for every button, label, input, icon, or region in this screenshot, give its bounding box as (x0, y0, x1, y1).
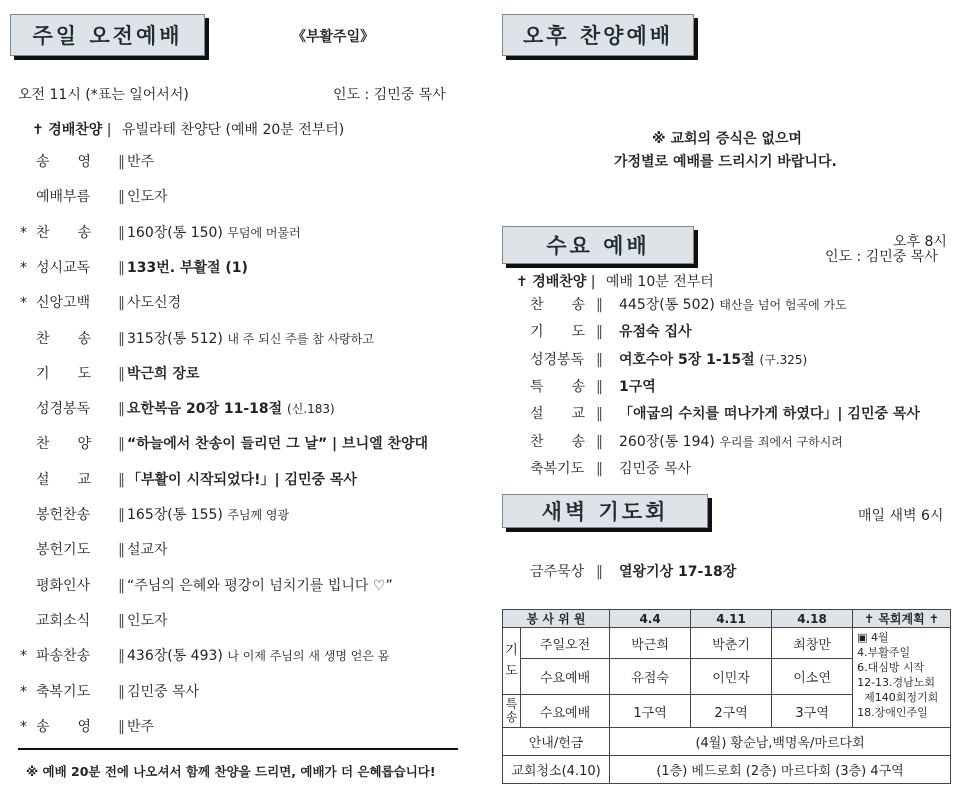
row-separator: ‖ (118, 436, 125, 453)
row-label: 찬 송 (530, 297, 586, 313)
service-row (20, 329, 470, 349)
service-row (20, 152, 470, 172)
row-label: 찬 송 (36, 330, 92, 347)
row-main-value: 165장(통 155) (127, 507, 223, 523)
service-row (20, 611, 470, 631)
table-cell: 박근희 (610, 628, 691, 659)
row-separator: ‖ (118, 612, 125, 629)
service-row (20, 364, 470, 384)
row-value (619, 459, 691, 479)
standing-marker: * (20, 718, 27, 735)
wed-worship-praise-label: 경배찬양 (532, 274, 587, 290)
plan-item: 4.부활주일 (857, 646, 911, 659)
standing-marker: * (20, 259, 27, 276)
plan-item: 6.대심방 시작 (857, 661, 925, 674)
row-label: 축복기도 (36, 683, 91, 700)
row-separator: ‖ (118, 330, 125, 347)
standing-marker: * (20, 683, 27, 700)
wednesday-row (530, 295, 950, 315)
row-label: 성시교독 (36, 259, 91, 276)
standing-marker: * (20, 295, 27, 312)
row-label: 설 교 (530, 406, 586, 423)
pastoral-plan-header: ✝ 목회계획 ✝ (853, 610, 951, 628)
service-row (20, 258, 470, 278)
row-separator: ‖ (596, 378, 603, 395)
dawn-prayer-header: 새벽 기도회 (502, 494, 708, 528)
row-separator: ‖ (118, 542, 125, 559)
row-main-value: 설교자 (127, 542, 168, 559)
row-separator: ‖ (118, 471, 125, 488)
row-value (619, 295, 847, 315)
table-cell: 3구역 (772, 695, 853, 728)
row-separator: ‖ (118, 683, 125, 700)
row-separator: ‖ (118, 648, 125, 665)
row-main-value: 1구역 (619, 378, 656, 395)
afternoon-service-header: 오후 찬양예배 (502, 14, 694, 56)
service-row (20, 187, 470, 207)
row-label: 특 송 (530, 378, 586, 395)
dawn-time: 매일 새벽 6시 (858, 508, 944, 524)
row-main-value: 김민중 목사 (619, 460, 692, 477)
row-label: 찬 양 (36, 436, 92, 453)
wed-worship-praise-value: 예배 10분 전부터 (605, 274, 714, 290)
dawn-meditation-row (530, 562, 830, 582)
plan-item: 18.장애인주일 (857, 706, 928, 719)
service-row (20, 399, 470, 419)
row-label: 예배부름 (36, 189, 91, 206)
row-value (127, 364, 200, 384)
row-separator: ‖ (118, 401, 125, 418)
service-committee-table (502, 609, 951, 784)
row-separator: ‖ (596, 433, 603, 450)
dawn-meditation-value: 열왕기상 17-18장 (619, 564, 737, 580)
pastoral-plan (853, 628, 951, 728)
row-main-value: 436장(통 493) (127, 648, 223, 665)
worship-praise-sep: | (106, 122, 112, 138)
row-main-value: 「부활이 시작되었다!」| 김민중 목사 (127, 471, 357, 488)
table-row-label: 주일오전 (521, 628, 610, 659)
special-song-group-label: 특 송 (503, 695, 521, 728)
row-note: 무덤에 머물러 (227, 225, 301, 240)
table-cell: 1구역 (610, 695, 691, 728)
row-note: 주님께 영광 (227, 508, 290, 522)
row-separator: ‖ (118, 154, 125, 170)
row-value (127, 187, 168, 207)
row-main-value: 133번. 부활절 (1) (127, 259, 248, 276)
row-main-value: 160장(통 150) (127, 224, 223, 241)
cross-icon: ✝ (32, 122, 44, 138)
row-main-value: 반주 (127, 154, 155, 170)
row-main-value: 김민중 목사 (127, 683, 200, 700)
service-row (20, 717, 470, 737)
wed-worship-praise-row (516, 271, 714, 291)
wednesday-time: 오후 8시 (893, 234, 947, 250)
row-value (127, 646, 389, 666)
worship-praise-label: 경배찬양 (48, 122, 103, 138)
row-value (619, 322, 692, 342)
date-header: 4.11 (691, 610, 772, 628)
row-value (127, 505, 289, 525)
wednesday-service-header: 수요 예배 (502, 226, 694, 264)
row-separator: ‖ (596, 406, 603, 423)
row-label: 축복기도 (530, 460, 585, 477)
row-value (619, 404, 920, 424)
table-cell: 2구역 (691, 695, 772, 728)
table-cell: 최창만 (772, 628, 853, 659)
row-value (127, 223, 301, 243)
row-value (127, 399, 335, 419)
date-header: 4.18 (772, 610, 853, 628)
service-subtitle: 《부활주일》 (292, 29, 375, 45)
service-row (20, 470, 470, 490)
footer-note: ※ 예배 20분 전에 나오셔서 함께 찬양을 드리면, 예배가 더 은혜롭습니다! (26, 764, 436, 779)
prayer-group-label: 기 도 (503, 628, 521, 695)
service-row (20, 576, 470, 596)
row-label: 성경봉독 (530, 351, 585, 368)
row-main-value: 315장(통 512) (127, 330, 223, 347)
table-cell: 박춘기 (691, 628, 772, 659)
row-value (127, 293, 181, 313)
row-separator: ‖ (596, 324, 603, 341)
service-row (20, 682, 470, 702)
wednesday-row (530, 432, 950, 452)
table-cell: 이소연 (772, 659, 853, 695)
row-main-value: “하늘에서 찬송이 들리던 그 날” | 브니엘 찬양대 (127, 436, 429, 453)
row-separator: ‖ (596, 297, 603, 313)
service-row (20, 646, 470, 666)
row-value (127, 152, 154, 172)
row-main-value: 260장(통 194) (619, 433, 715, 450)
service-leader: 인도 : 김민중 목사 (333, 87, 446, 103)
row-note: 나 이제 주님의 새 생명 얻은 몸 (227, 649, 390, 664)
row-separator: ‖ (118, 189, 125, 206)
row-value (127, 682, 199, 702)
service-row (20, 505, 470, 525)
guide-value: (4월) 황순남,백명옥/마르다회 (610, 728, 951, 756)
wednesday-leader: 인도 : 김민중 목사 (825, 249, 938, 265)
date-header: 4.4 (610, 610, 691, 628)
afternoon-notice-1: ※ 교회의 증식은 없으며 (652, 131, 802, 147)
service-row (20, 434, 470, 454)
row-value (127, 434, 428, 454)
row-note: 우리를 죄에서 구하시려 (719, 434, 843, 449)
row-separator: ‖ (118, 718, 125, 735)
row-main-value: “주님의 은혜와 평강이 넘치기를 빕니다 ♡” (127, 577, 393, 594)
service-row (20, 223, 470, 243)
morning-service-header: 주일 오전예배 (10, 14, 205, 56)
row-value (619, 350, 807, 370)
row-main-value: 인도자 (127, 189, 168, 206)
wed-worship-praise-sep: | (590, 274, 596, 290)
row-main-value: 유점숙 집사 (619, 324, 692, 341)
wednesday-row (530, 404, 950, 424)
table-row-label: 수요예배 (521, 695, 610, 728)
row-value (127, 540, 168, 560)
row-main-value: 요한복음 20장 11-18절 (127, 401, 283, 418)
row-note: 태산을 넘어 험곡에 가도 (719, 298, 847, 312)
row-label: 송 영 (36, 718, 92, 735)
row-label: 기 도 (530, 324, 586, 341)
row-label: 기 도 (36, 365, 92, 382)
service-row (20, 293, 470, 313)
plan-item: 12-13.경남노회 (857, 676, 936, 689)
standing-marker: * (20, 648, 27, 665)
footer-divider (18, 748, 458, 750)
row-label: 교회소식 (36, 612, 91, 629)
committee-header: 봉 사 위 원 (503, 610, 610, 628)
row-label: 봉헌찬송 (36, 507, 91, 523)
row-value (127, 611, 168, 631)
row-label: 찬 송 (530, 433, 586, 450)
wednesday-row (530, 459, 950, 479)
row-value (127, 717, 154, 737)
row-separator: ‖ (118, 507, 125, 523)
row-label: 평화인사 (36, 577, 91, 594)
row-main-value: 반주 (127, 718, 155, 735)
row-separator: ‖ (596, 351, 603, 368)
row-value (619, 377, 656, 397)
cleaning-value: (1층) 베드로회 (2층) 마르다회 (3층) 4구역 (610, 756, 951, 784)
worship-praise-row (32, 119, 344, 139)
guide-label: 안내/헌금 (503, 728, 610, 756)
row-note: (신.183) (287, 402, 335, 417)
wednesday-row (530, 377, 950, 397)
dawn-meditation-label: 금주묵상 (530, 564, 585, 580)
row-separator: ‖ (596, 564, 603, 580)
wednesday-row (530, 350, 950, 370)
row-separator: ‖ (118, 295, 125, 312)
row-label: 설 교 (36, 471, 92, 488)
row-main-value: 여호수아 5장 1-15절 (619, 351, 755, 368)
row-label: 신앙고백 (36, 295, 91, 312)
plan-item: 제140회정기회 (857, 691, 939, 704)
plan-item: ▣ 4월 (857, 631, 889, 644)
row-label: 파송찬송 (36, 648, 91, 665)
row-label: 송 영 (36, 154, 92, 170)
cross-icon: ✝ (516, 274, 528, 290)
row-note: 내 주 되신 주를 참 사랑하고 (227, 331, 374, 346)
row-value (127, 258, 248, 278)
row-label: 성경봉독 (36, 401, 91, 418)
row-main-value: 「애굽의 수치를 떠나가게 하였다」| 김민중 목사 (619, 406, 920, 423)
service-row (20, 540, 470, 560)
row-main-value: 사도신경 (127, 295, 182, 312)
row-value (127, 470, 357, 490)
row-separator: ‖ (118, 259, 125, 276)
row-separator: ‖ (118, 224, 125, 241)
service-time: 오전 11시 (*표는 일어서서) (18, 87, 189, 103)
row-note: (구.325) (759, 352, 808, 367)
row-label: 봉헌기도 (36, 542, 91, 559)
worship-praise-value: 유빌라테 찬양단 (예배 20분 전부터) (121, 122, 345, 138)
standing-marker: * (20, 224, 27, 241)
row-main-value: 인도자 (127, 612, 168, 629)
wednesday-row (530, 322, 950, 342)
row-value (619, 432, 843, 452)
row-value (127, 329, 374, 349)
row-main-value: 445장(통 502) (619, 297, 715, 313)
row-value (127, 576, 393, 596)
table-row-label: 수요예배 (521, 659, 610, 695)
afternoon-notice-2: 가정별로 예배를 드리시기 바랍니다. (614, 154, 837, 170)
table-cell: 유점숙 (610, 659, 691, 695)
cleaning-label: 교회청소(4.10) (503, 756, 610, 784)
row-separator: ‖ (118, 365, 125, 382)
table-cell: 이민자 (691, 659, 772, 695)
row-label: 찬 송 (36, 224, 92, 241)
row-separator: ‖ (118, 577, 125, 594)
row-separator: ‖ (596, 460, 603, 477)
row-main-value: 박근희 장로 (127, 365, 200, 382)
